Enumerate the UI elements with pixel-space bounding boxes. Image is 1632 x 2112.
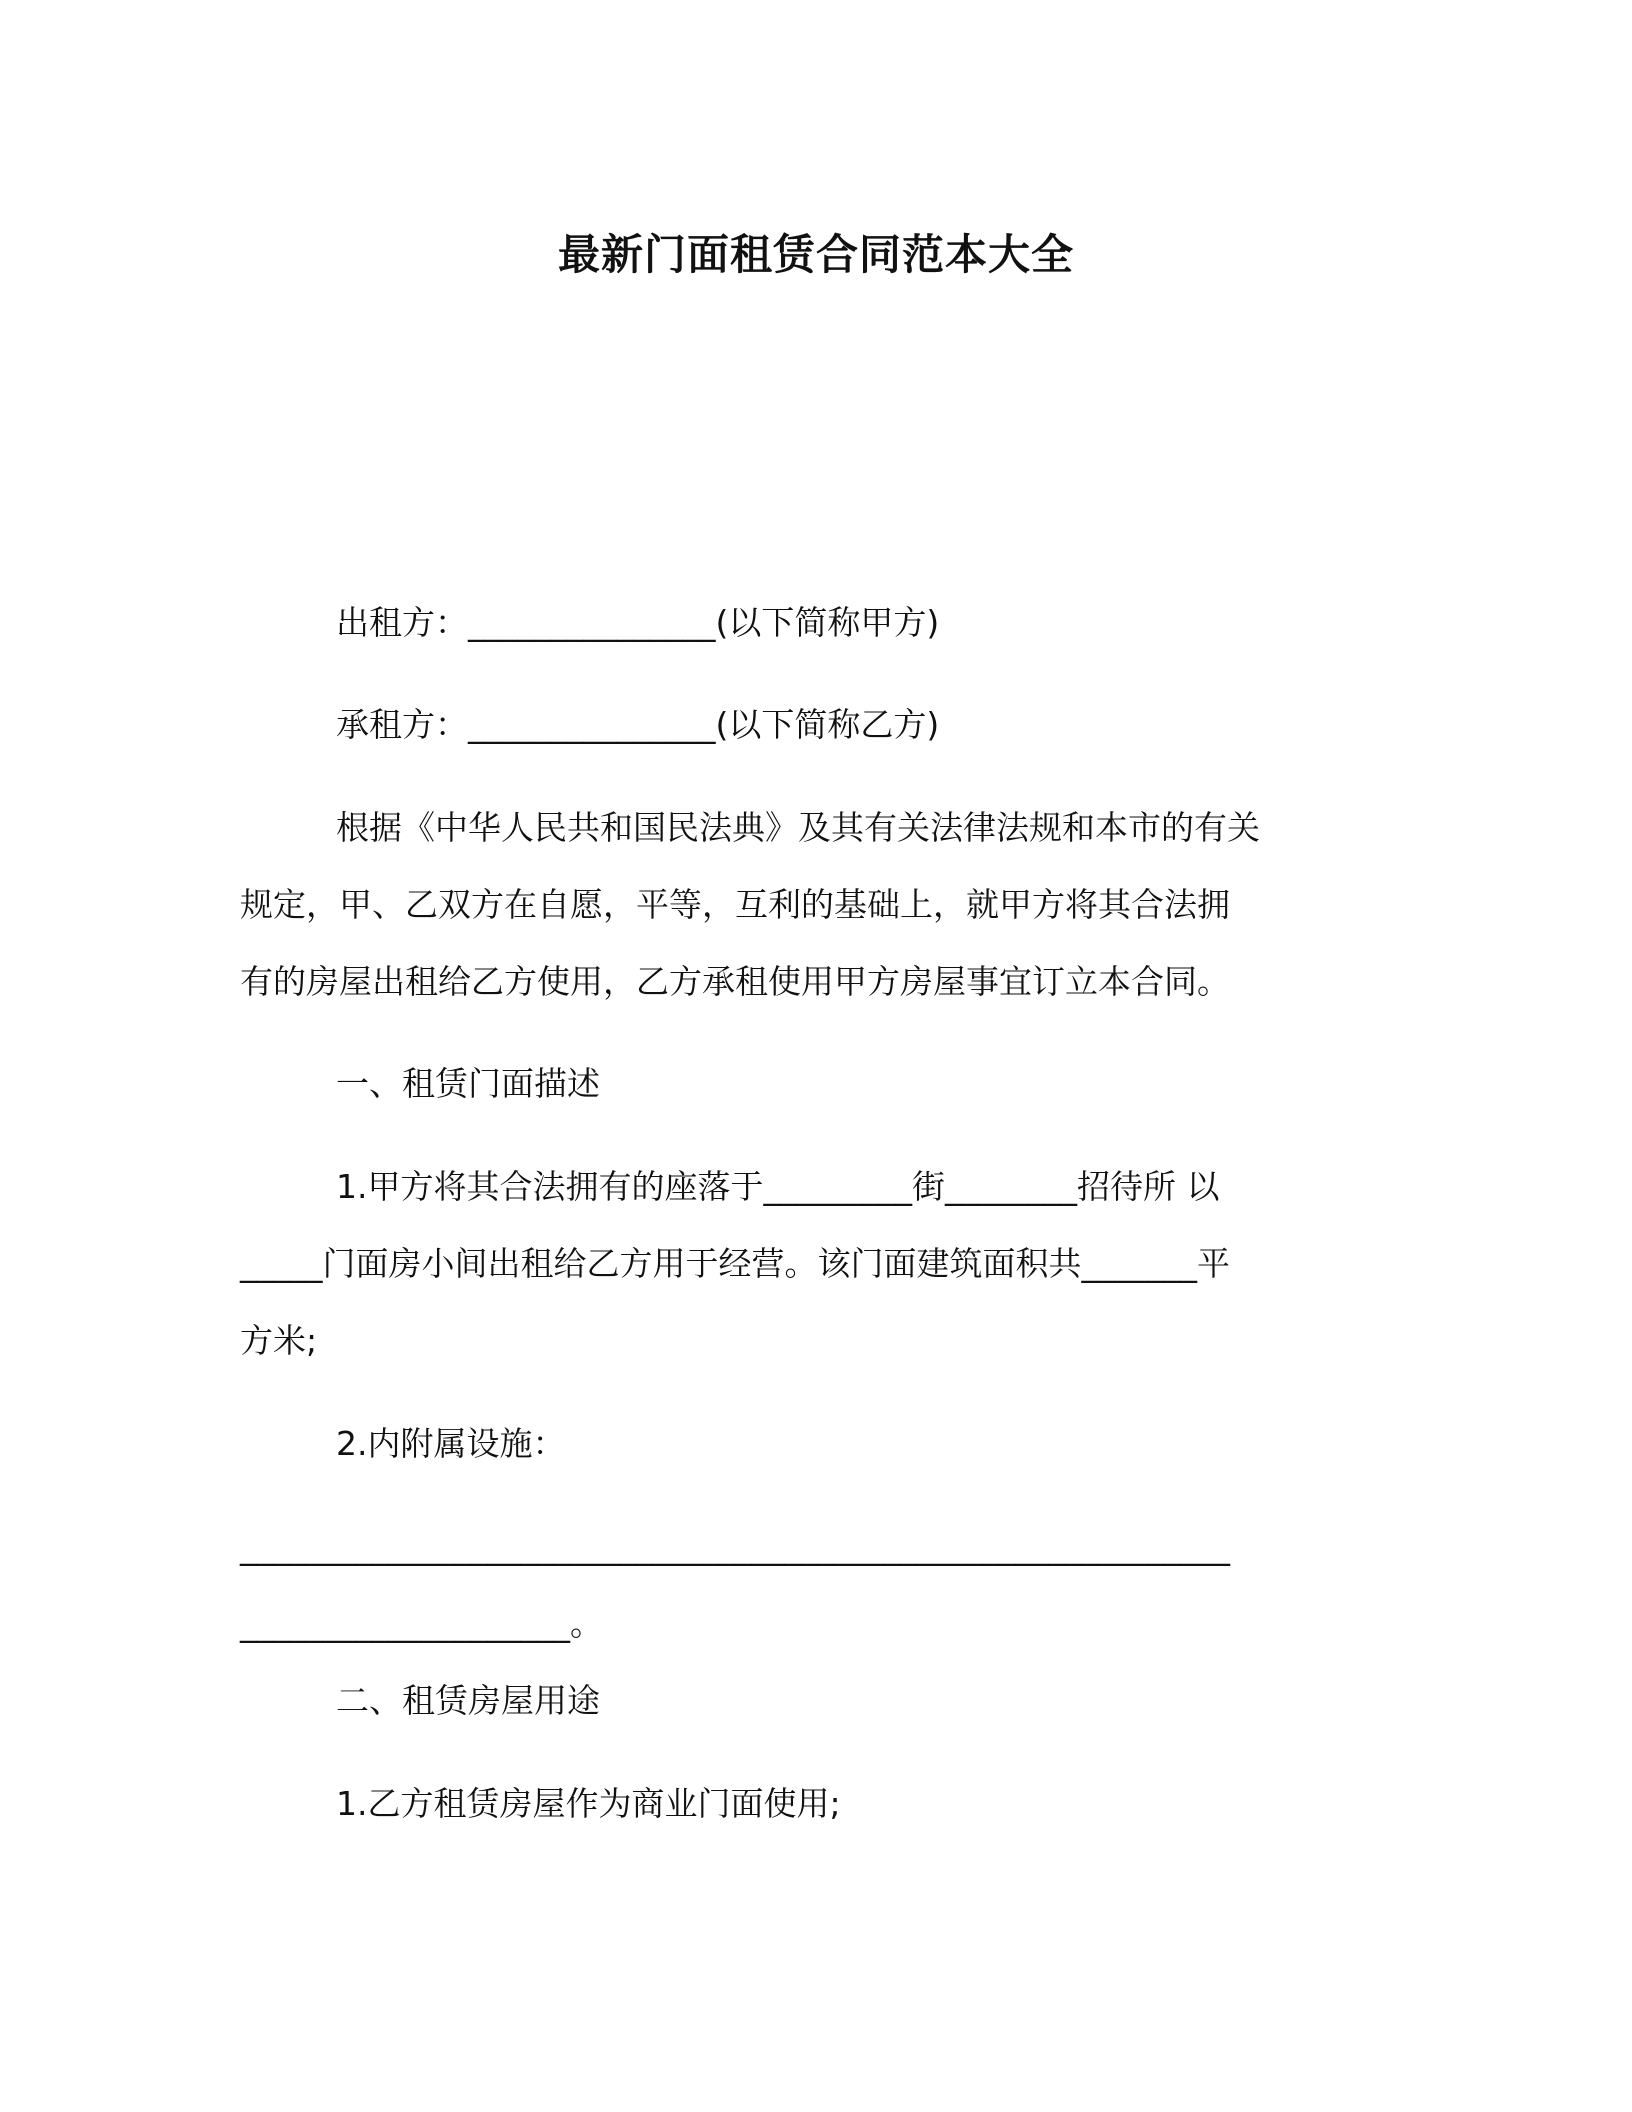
- section-2-heading: 二、租赁房屋用途: [336, 1681, 600, 1720]
- preamble-line: 规定，甲、乙双方在自愿，平等，互利的基础上，就甲方将其合法拥: [240, 885, 1230, 924]
- lessor-line: 出租方：_______________(以下简称甲方): [336, 603, 940, 642]
- blank-line: ____________________。: [240, 1604, 603, 1643]
- clause-line: _____门面房小间出租给乙方用于经营。该门面建筑面积共_______平: [240, 1244, 1230, 1283]
- document-title: 最新门面租赁合同范本大全: [557, 230, 1074, 279]
- clause-2-1: 1.乙方租赁房屋作为商业门面使用;: [336, 1784, 841, 1823]
- preamble-line: 有的房屋出租给乙方使用，乙方承租使用甲方房屋事宜订立本合同。: [240, 962, 1230, 1001]
- clause-line: 方米;: [240, 1321, 318, 1360]
- clause-line: 1.甲方将其合法拥有的座落于_________街________招待所 以: [336, 1167, 1220, 1206]
- blank-line: ____________________________________________________________: [240, 1527, 1230, 1566]
- clause-1-2-blanks: [240, 1508, 1390, 1662]
- lessee-line: 承租方：_______________(以下简称乙方): [336, 705, 940, 744]
- clause-1-2-heading: 2.内附属设施：: [336, 1424, 566, 1463]
- preamble-paragraph: [240, 789, 1390, 1020]
- clause-1-1: [240, 1148, 1390, 1379]
- preamble-line: 根据《中华人民共和国民法典》及其有关法律法规和本市的有关: [336, 808, 1260, 847]
- section-1-heading: 一、租赁门面描述: [336, 1064, 600, 1103]
